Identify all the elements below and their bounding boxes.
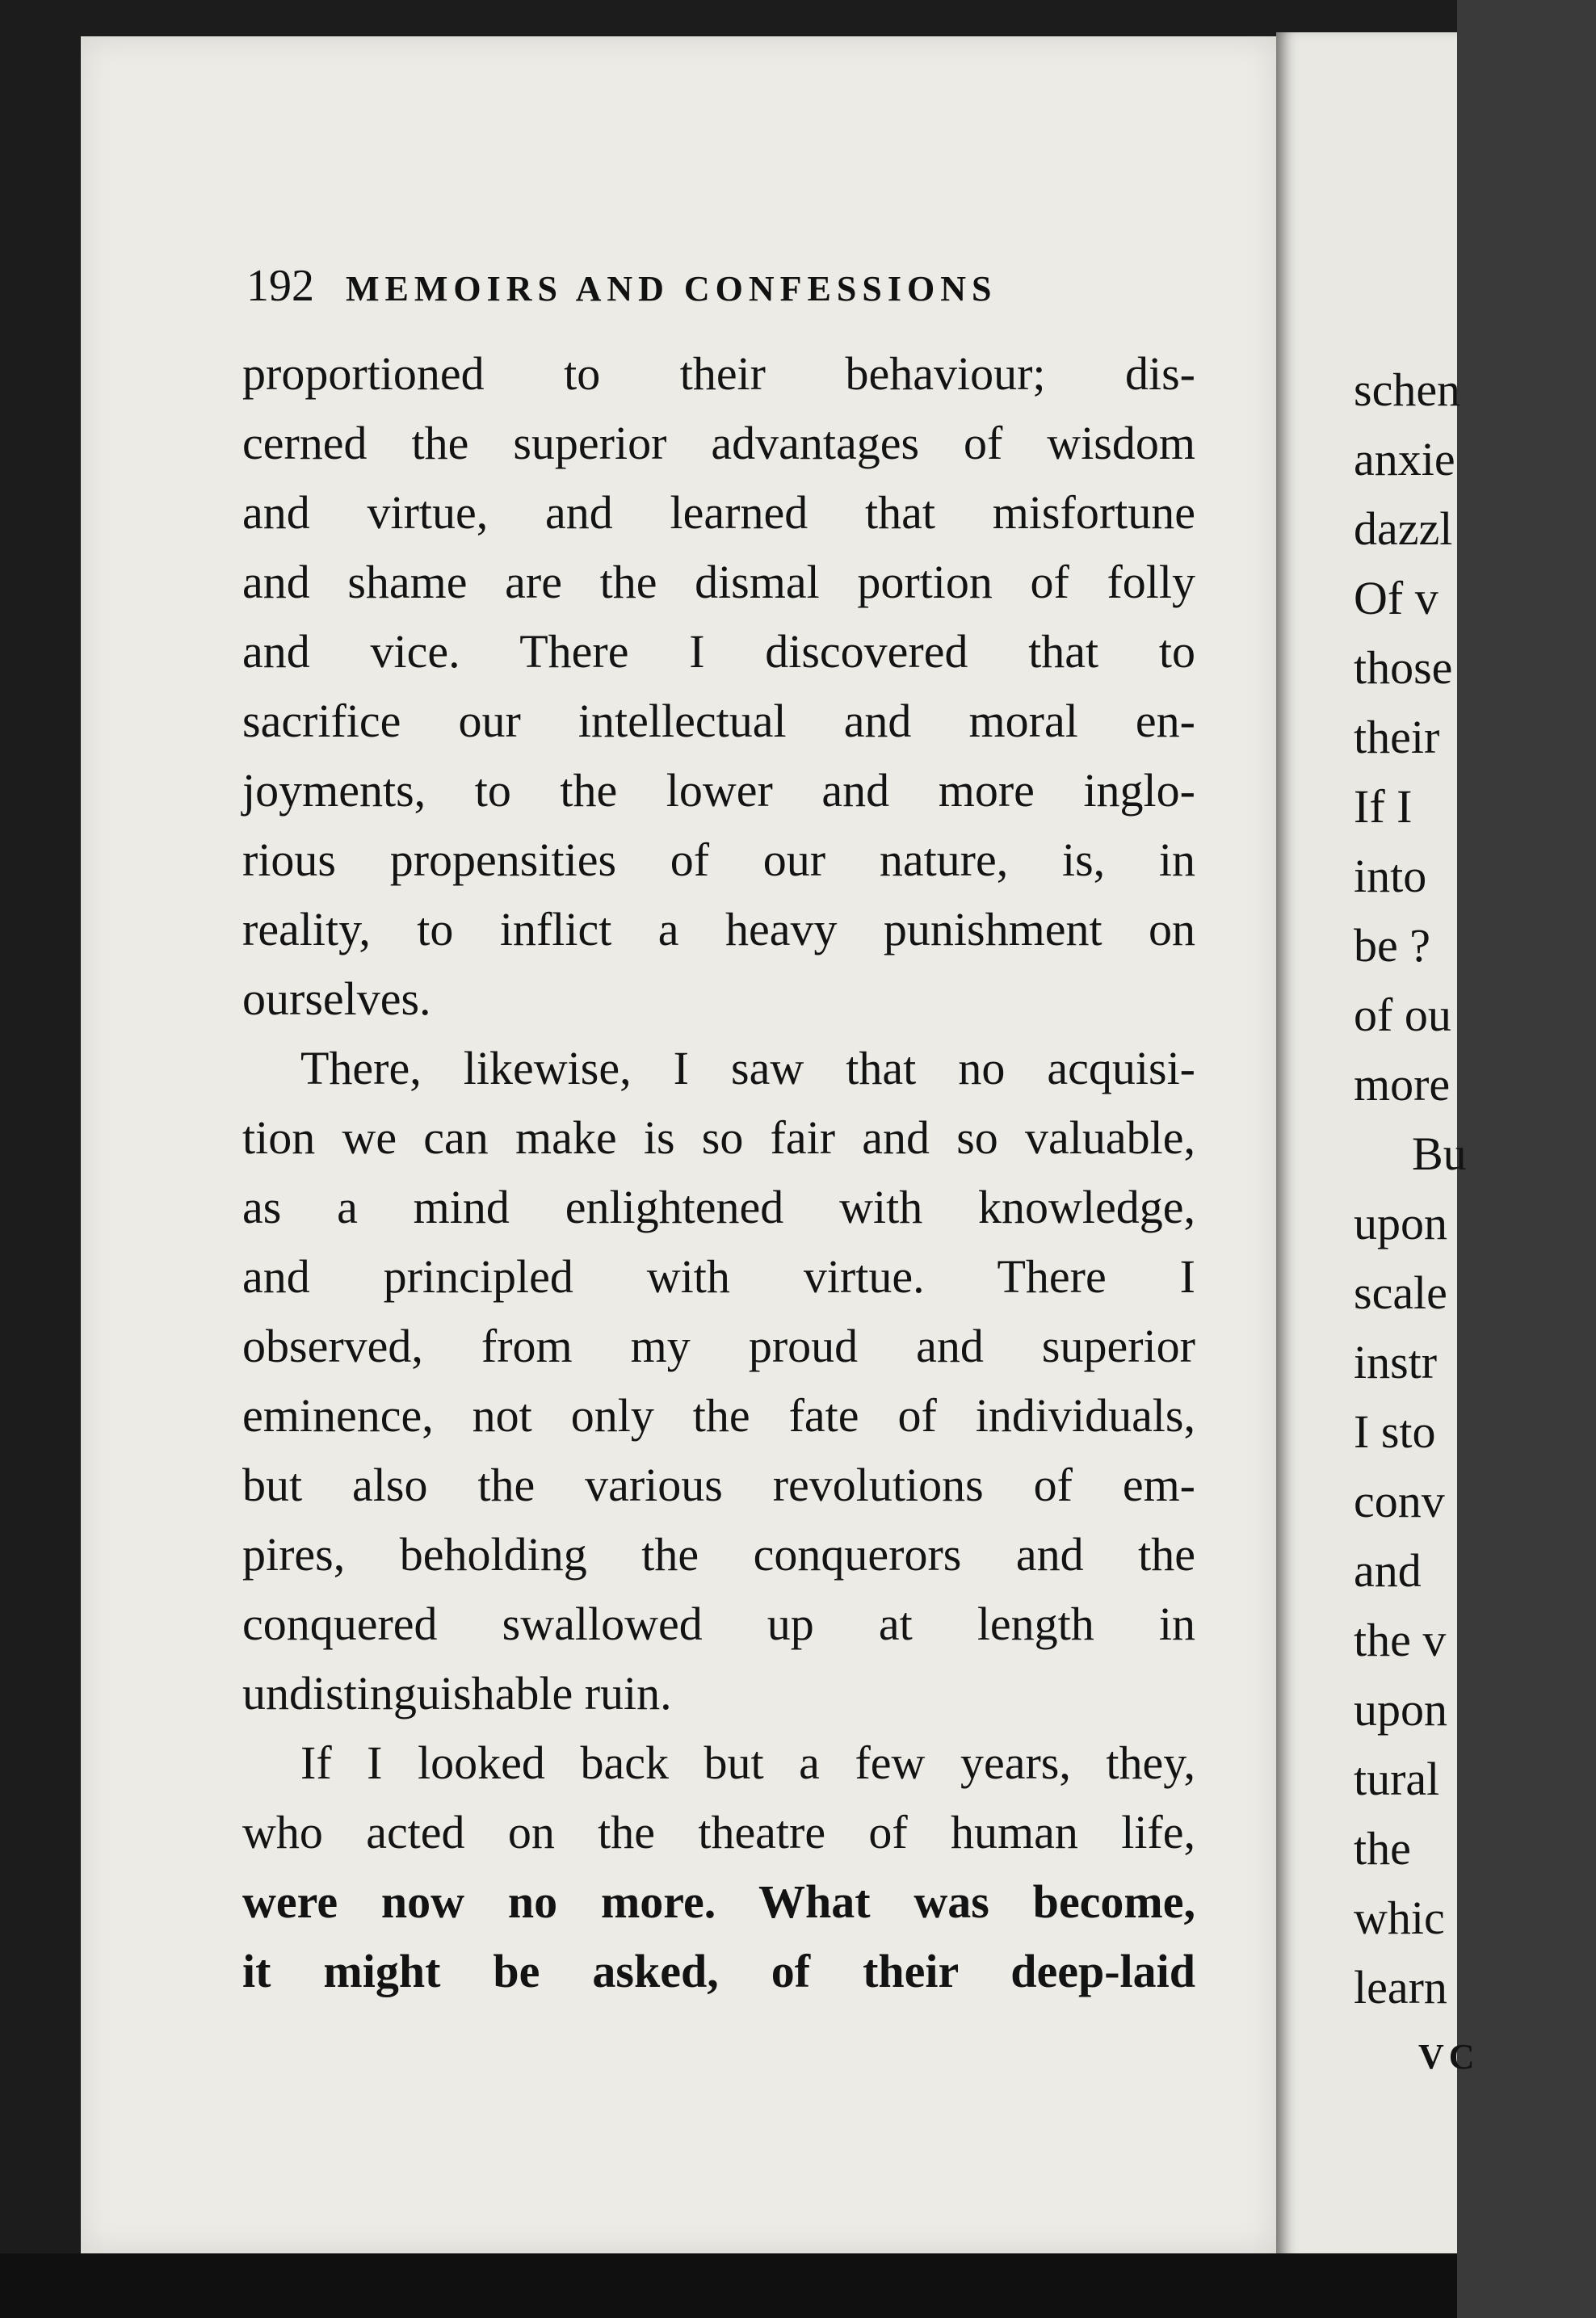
text-line: conquered swallowed up at length in xyxy=(242,1598,1195,1650)
text-line: those xyxy=(1354,641,1453,694)
text-line: ourselves. xyxy=(242,972,431,1025)
text-line: There, likewise, I saw that no acquisi- xyxy=(300,1042,1195,1094)
text-line: tion we can make is so fair and so valuable, xyxy=(242,1111,1195,1164)
text-line: anxie xyxy=(1354,433,1455,485)
text-line: Of v xyxy=(1354,572,1438,624)
text-line: Bu xyxy=(1412,1128,1467,1180)
text-line: If I xyxy=(1354,780,1413,833)
text-line: schen xyxy=(1354,363,1461,416)
text-line: whic xyxy=(1354,1892,1445,1944)
text-line: sacrifice our intellectual and moral en- xyxy=(242,695,1195,747)
text-line: and principled with virtue. There I xyxy=(242,1250,1195,1303)
text-line: eminence, not only the fate of individuals, xyxy=(242,1389,1195,1442)
text-line: upon xyxy=(1354,1197,1447,1249)
left-page-body xyxy=(242,339,1195,2006)
text-line: more xyxy=(1354,1058,1451,1111)
running-header xyxy=(246,260,1062,321)
text-line: reality, to inflict a heavy punishment on xyxy=(242,903,1195,955)
text-line: I sto xyxy=(1354,1405,1436,1458)
text-line: the v xyxy=(1354,1614,1447,1666)
text-line: the xyxy=(1354,1822,1411,1875)
running-title: MEMOIRS AND CONFESSIONS xyxy=(346,269,998,309)
signature-mark: VC xyxy=(1418,2037,1480,2077)
text-line: proportioned to their behaviour; dis- xyxy=(242,347,1195,400)
scan-bottom-edge xyxy=(0,2253,1457,2318)
text-line: and shame are the dismal portion of folly xyxy=(242,556,1195,608)
text-line: were now no more. What was become, xyxy=(242,1875,1195,1928)
text-line: learn xyxy=(1354,1961,1447,2014)
text-line: tural xyxy=(1354,1753,1440,1805)
text-line: into xyxy=(1354,850,1427,902)
text-line: observed, from my proud and superior xyxy=(242,1320,1195,1372)
text-line: dazzl xyxy=(1354,502,1453,555)
text-line: instr xyxy=(1354,1336,1438,1388)
text-line: scale xyxy=(1354,1266,1447,1319)
text-line: of ou xyxy=(1354,989,1451,1041)
text-line: cerned the superior advantages of wisdom xyxy=(242,417,1195,469)
text-line: as a mind enlightened with knowledge, xyxy=(242,1181,1195,1233)
text-line: be ? xyxy=(1354,919,1430,972)
text-line: pires, beholding the conquerors and the xyxy=(242,1528,1195,1581)
text-line: rious propensities of our nature, is, in xyxy=(242,834,1195,886)
right-page-body xyxy=(1354,355,1596,2092)
text-line: their xyxy=(1354,711,1440,763)
text-line: joyments, to the lower and more inglo- xyxy=(242,764,1195,817)
text-line: who acted on the theatre of human life, xyxy=(242,1806,1195,1858)
text-line: upon xyxy=(1354,1683,1447,1736)
text-line: it might be asked, of their deep-laid xyxy=(242,1945,1195,1997)
text-line: If I looked back but a few years, they, xyxy=(300,1736,1195,1789)
text-line: but also the various revolutions of em- xyxy=(242,1459,1195,1511)
page-number: 192 xyxy=(246,261,314,311)
text-line: conv xyxy=(1354,1475,1445,1527)
text-line: and virtue, and learned that misfortune xyxy=(242,486,1195,539)
text-line: and xyxy=(1354,1544,1422,1597)
text-line: and vice. There I discovered that to xyxy=(242,625,1195,678)
text-line: undistinguishable ruin. xyxy=(242,1667,672,1720)
